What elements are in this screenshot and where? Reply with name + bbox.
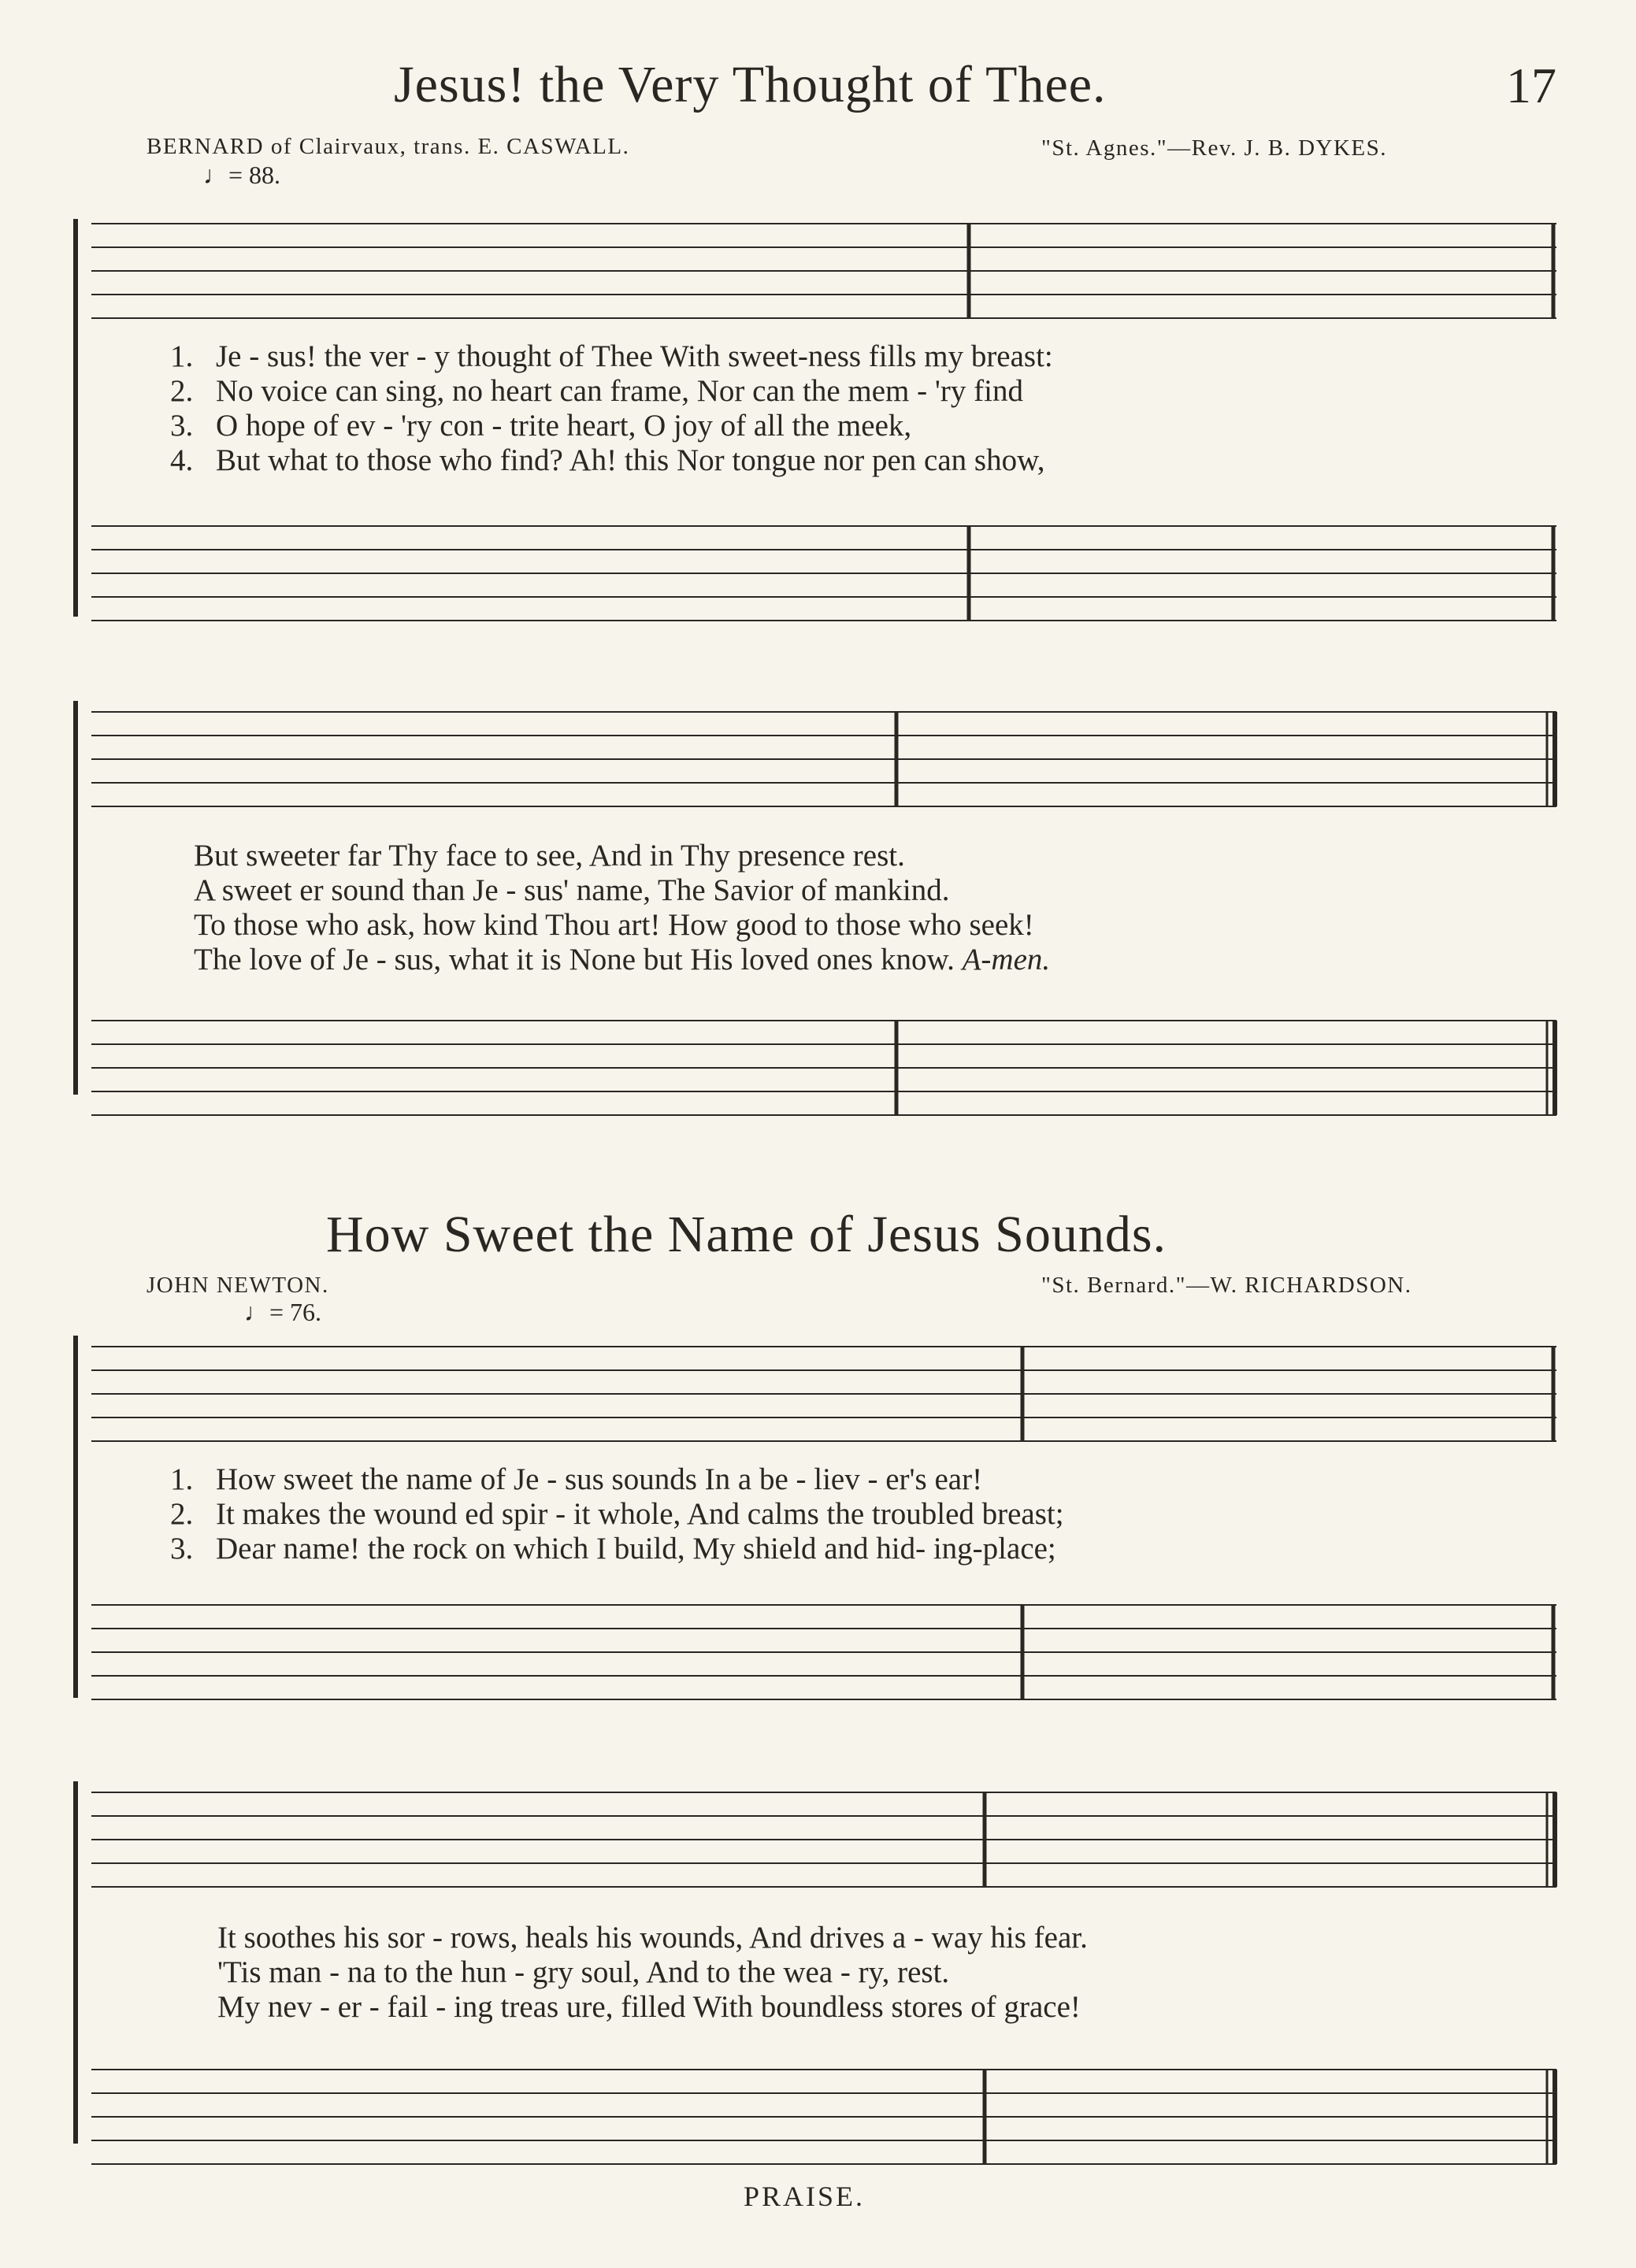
verse-line (170, 339, 1053, 374)
hymn-2-author: JOHN NEWTON. (147, 1273, 329, 1298)
page-number: 17 (1506, 57, 1556, 113)
verse-line (170, 408, 911, 443)
hymn-1-tempo: ♩= 88. (203, 161, 281, 189)
verse-line (194, 942, 1050, 977)
hymn-1-tune: "St. Agnes."—Rev. J. B. DYKES. (1041, 135, 1387, 161)
verse-text: It makes the wound ed spir - it whole, And calms the troubled breast; (216, 1497, 1064, 1531)
verse-line (217, 1955, 949, 1990)
hymn-1-author: BERNARD of Clairvaux, trans. E. CASWALL. (147, 134, 630, 159)
bass-staff (76, 501, 1556, 619)
hymn-2-tune: "St. Bernard."—W. RICHARDSON. (1041, 1273, 1412, 1298)
bass-staff (76, 1584, 1556, 1703)
verse-text: But sweeter far Thy face to see, And in Thy presence rest. (194, 839, 905, 873)
verse-number: 3. (170, 409, 194, 443)
verse-text: Dear name! the rock on which I build, My shield and hid- ing-place; (216, 1532, 1056, 1566)
verse-text: To those who ask, how kind Thou art! How good to those who seek! (194, 908, 1034, 942)
verse-line (194, 873, 949, 908)
verse-number: 3. (170, 1532, 194, 1566)
verse-number: 1. (170, 1462, 194, 1496)
verse-text: Je - sus! the ver - y thought of Thee With sweet-ness fills my breast: (216, 339, 1053, 373)
verse-text: But what to those who find? Ah! this Nor tongue nor pen can show, (216, 443, 1045, 477)
hymn-1-title: Jesus! the Very Thought of Thee. (394, 56, 1107, 113)
verse-number: 2. (170, 374, 194, 408)
verse-text: 'Tis man - na to the hun - gry soul, And to the wea - ry, rest. (217, 1955, 950, 1989)
hymn-2-title: How Sweet the Name of Jesus Sounds. (326, 1206, 1167, 1263)
verse-text: It soothes his sor - rows, heals his wounds, And drives a - way his fear. (217, 1921, 1088, 1955)
verse-line (170, 373, 1023, 409)
verse-text: My nev - er - fail - ing treas ure, filled With boundless stores of grace! (217, 1990, 1081, 2024)
hymn-2-tempo: ♩= 76. (244, 1298, 322, 1326)
verse-line (194, 907, 1034, 943)
verse-line (170, 1496, 1064, 1532)
verse-text: No voice can sing, no heart can frame, Nor can the mem - 'ry find (216, 374, 1023, 408)
verse-line (170, 1531, 1056, 1566)
verse-text: How sweet the name of Je - sus sounds In a be - liev - er's ear! (216, 1462, 983, 1496)
verse-line (217, 1989, 1081, 2025)
verse-line (217, 1920, 1088, 1955)
bass-staff (76, 1000, 1556, 1118)
bass-staff (76, 2048, 1556, 2166)
amen: A-men. (962, 943, 1051, 976)
verse-line (194, 838, 905, 873)
verse-text: O hope of ev - 'ry con - trite heart, O joy of all the meek, (216, 409, 912, 443)
verse-number: 2. (170, 1497, 194, 1531)
verse-text: The love of Je - sus, what it is None but His loved ones know. (194, 943, 955, 976)
page-footer: PRAISE. (744, 2181, 866, 2212)
verse-number: 4. (170, 443, 194, 477)
verse-line (170, 1462, 982, 1497)
verse-text: A sweet er sound than Je - sus' name, The Savior of mankind. (194, 873, 950, 907)
verse-line (170, 443, 1045, 478)
verse-number: 1. (170, 339, 194, 373)
